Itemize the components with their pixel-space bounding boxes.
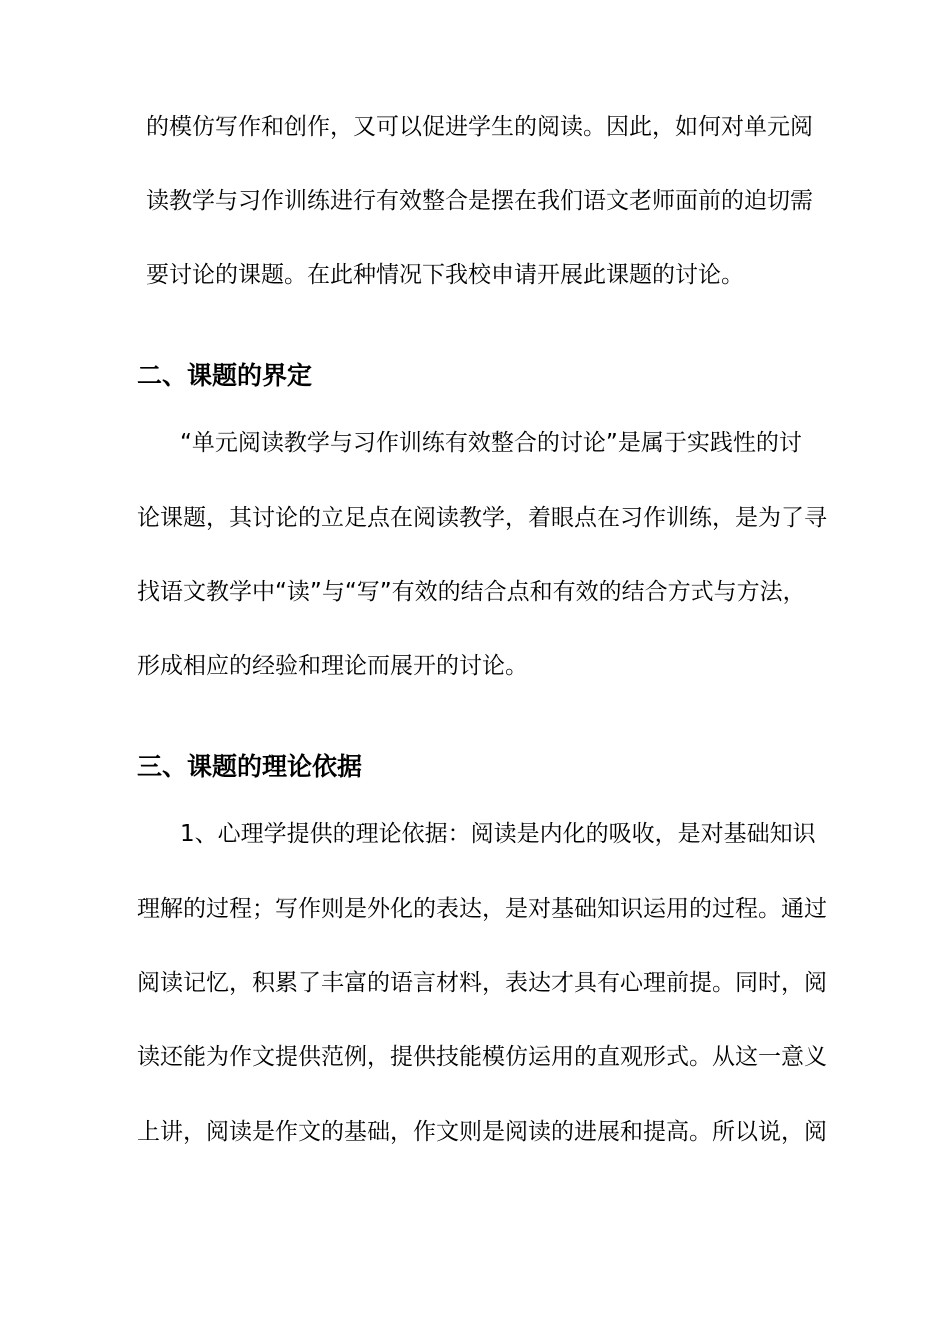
section3-heading: 三、课题的理论依据	[137, 752, 363, 781]
section3-line-4: 读还能为作文提供范例，提供技能模仿运用的直观形式。从这一意义	[137, 1044, 827, 1070]
intro-line-3: 要讨论的课题。在此种情况下我校申请开展此课题的讨论。	[146, 262, 744, 288]
section2-line-2: 论课题，其讨论的立足点在阅读教学，着眼点在习作训练，是为了寻	[137, 505, 827, 531]
section2-line-4: 形成相应的经验和理论而展开的讨论。	[137, 653, 528, 679]
section3-line-5: 上讲，阅读是作文的基础，作文则是阅读的进展和提高。所以说，阅	[137, 1119, 827, 1145]
section3-line-2: 理解的过程；写作则是外化的表达，是对基础知识运用的过程。通过	[137, 896, 827, 922]
section2-heading: 二、课题的界定	[137, 361, 313, 390]
section3-line-3: 阅读记忆，积累了丰富的语言材料，表达才具有心理前提。同时，阅	[137, 970, 827, 996]
section2-line-1: “单元阅读教学与习作训练有效整合的讨论”是属于实践性的讨	[180, 430, 802, 456]
intro-line-1: 的模仿写作和创作，又可以促进学生的阅读。因此，如何对单元阅	[146, 114, 813, 140]
section2-line-3: 找语文教学中“读”与“写”有效的结合点和有效的结合方式与方法，	[137, 579, 806, 605]
intro-line-2: 读教学与习作训练进行有效整合是摆在我们语文老师面前的迫切需	[146, 188, 813, 214]
section3-line-1: 1、心理学提供的理论依据：阅读是内化的吸收，是对基础知识	[180, 821, 816, 847]
